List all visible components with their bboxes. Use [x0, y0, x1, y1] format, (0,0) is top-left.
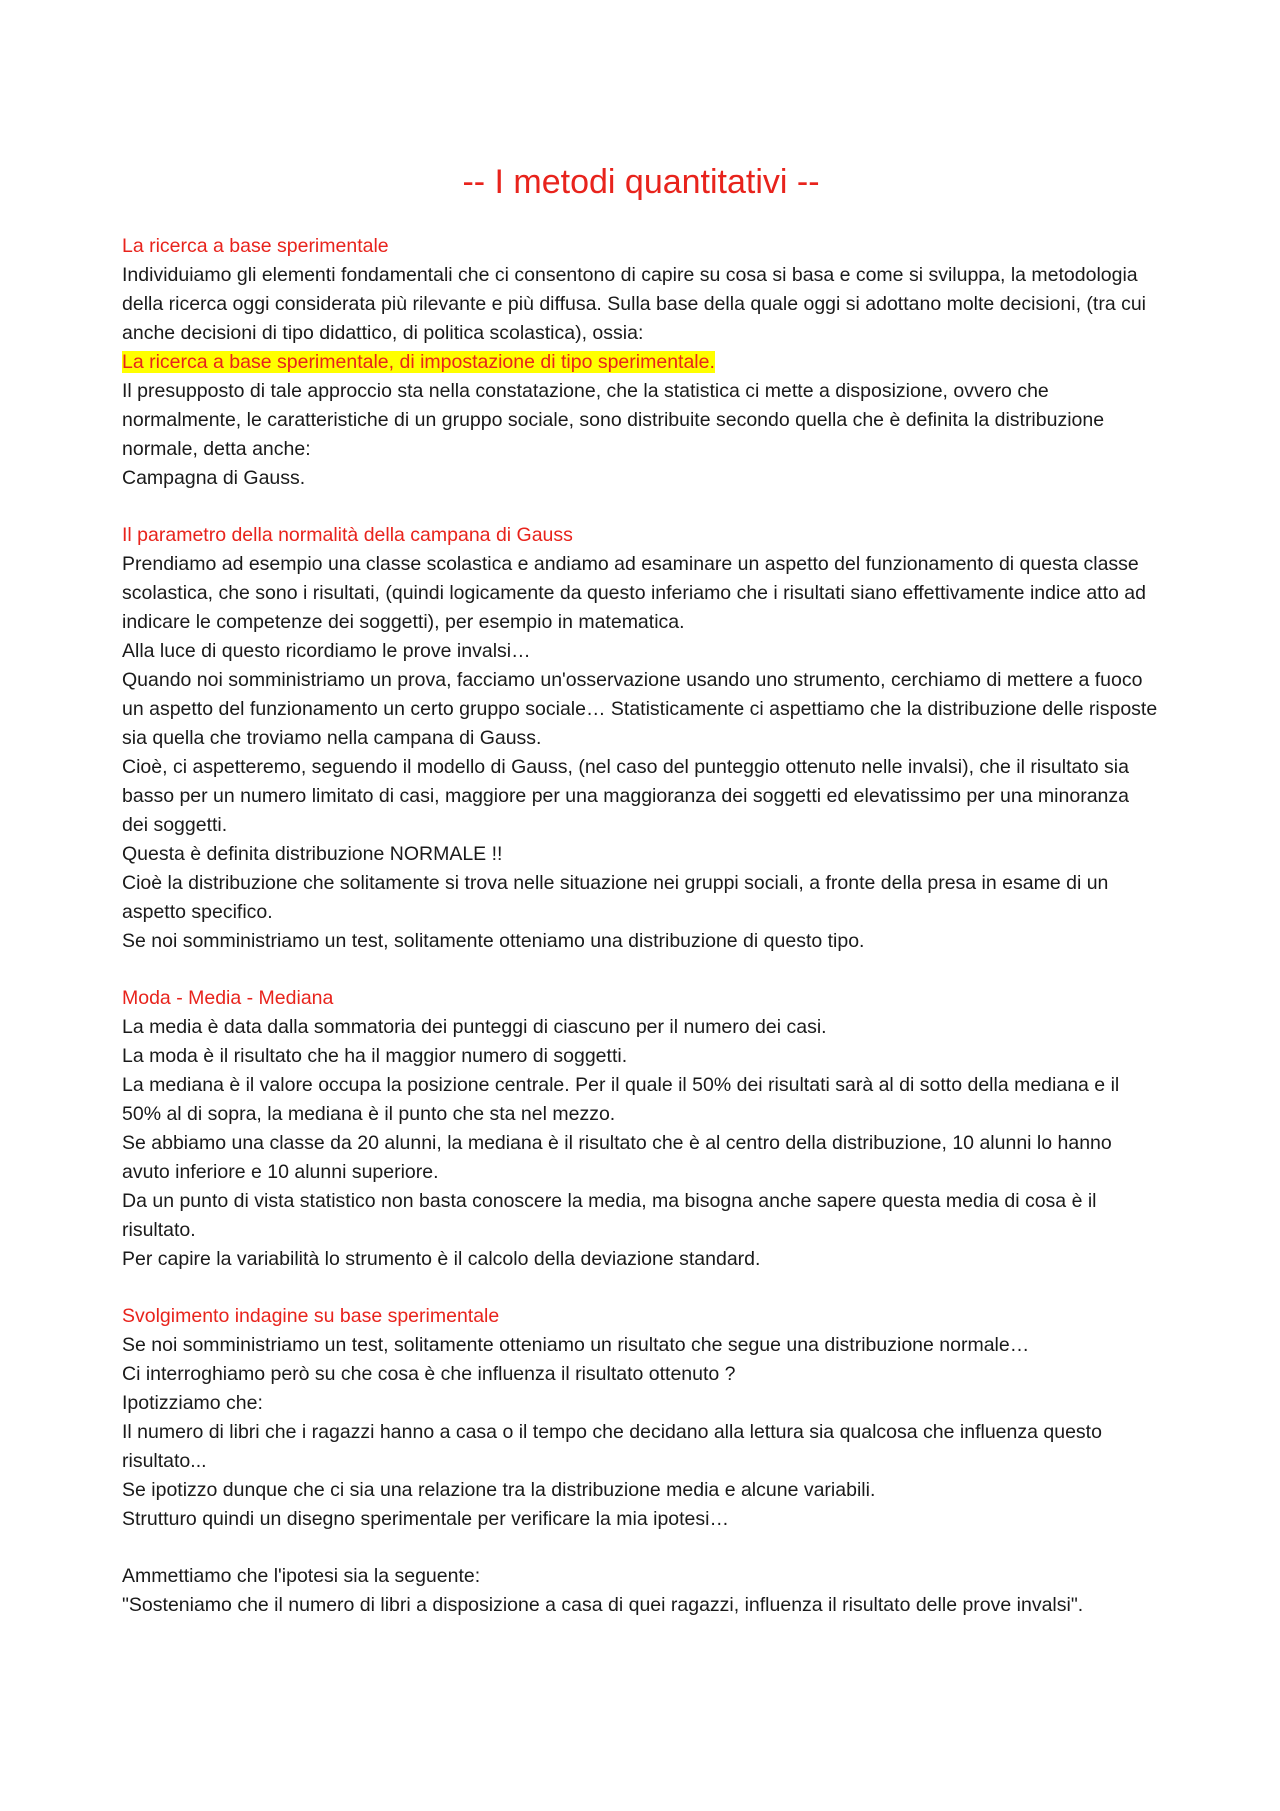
paragraph: Ammettiamo che l'ipotesi sia la seguente: — [122, 1565, 481, 1587]
section-heading: La ricerca a base sperimentale — [122, 235, 389, 257]
paragraph: Se noi somministriamo un test, solitamente otteniamo una distribuzione di questo tipo. — [122, 930, 865, 952]
section-heading: Il parametro della normalità della campana di Gauss — [122, 524, 573, 546]
page-title: -- I metodi quantitativi -- — [462, 163, 820, 201]
paragraph: Questa è definita distribuzione NORMALE !! — [122, 843, 503, 865]
paragraph: La moda è il risultato che ha il maggior numero di soggetti. — [122, 1045, 628, 1067]
paragraph: Prendiamo ad esempio una classe scolastica e andiamo ad esaminare un aspetto del funzionamento di questa classe scolastica, che sono i risultati, (quindi logicamente da questo inferiamo che i risultati siano effettivamente indice atto ad indicare le competenze dei soggetti), per esempio in matematica. — [122, 553, 1146, 633]
paragraph: Se abbiamo una classe da 20 alunni, la mediana è il risultato che è al centro della distribuzione, 10 alunni lo hanno avuto inferiore e 10 alunni superiore. — [122, 1132, 1112, 1183]
paragraph: Ipotizziamo che: — [122, 1392, 263, 1414]
paragraph: La media è data dalla sommatoria dei punteggi di ciascuno per il numero dei casi. — [122, 1016, 827, 1038]
section-ricerca-sperimentale — [122, 232, 1160, 493]
paragraph: Se ipotizzo dunque che ci sia una relazione tra la distribuzione media e alcune variabili. — [122, 1479, 876, 1501]
paragraph: Se noi somministriamo un test, solitamente otteniamo un risultato che segue una distribuzione normale… — [122, 1334, 1030, 1356]
highlighted-text: La ricerca a base sperimentale, di impostazione di tipo sperimentale. — [122, 351, 715, 373]
paragraph: Cioè la distribuzione che solitamente si trova nelle situazione nei gruppi sociali, a fronte della presa in esame di un aspetto specifico. — [122, 872, 1109, 923]
paragraph: Quando noi somministriamo un prova, facciamo un'osservazione usando uno strumento, cerchiamo di mettere a fuoco un aspetto del funzionamento un certo gruppo sociale… Statisticamente ci aspettiamo che la distribuzione delle risposte sia quella che troviamo nella campana di Gauss. — [122, 669, 1158, 749]
paragraph: La mediana è il valore occupa la posizione centrale. Per il quale il 50% dei risultati sarà al di sotto della mediana e il 50% al di sopra, la mediana è il punto che sta nel mezzo. — [122, 1074, 1120, 1125]
quoted-hypothesis: "Sosteniamo che il numero di libri a disposizione a casa di quei ragazzi, influenza il risultato delle prove invalsi". — [122, 1594, 1084, 1616]
section-svolgimento-indagine — [122, 1302, 1160, 1534]
paragraph: Cioè, ci aspetteremo, seguendo il modello di Gauss, (nel caso del punteggio ottenuto nelle invalsi), che il risultato sia basso per un numero limitato di casi, maggiore per una maggioranza dei soggetti ed elevatissimo per una minoranza dei soggetti. — [122, 756, 1129, 836]
section-moda-media-mediana — [122, 984, 1160, 1274]
highlighted-paragraph — [122, 348, 1160, 377]
paragraph: Per capire la variabilità lo strumento è il calcolo della deviazione standard. — [122, 1248, 761, 1270]
paragraph: Strutturo quindi un disegno sperimentale per verificare la mia ipotesi… — [122, 1508, 729, 1530]
section-heading: Svolgimento indagine su base sperimentale — [122, 1305, 500, 1327]
paragraph: Individuiamo gli elementi fondamentali che ci consentono di capire su cosa si basa e come si sviluppa, la metodologia della ricerca oggi considerata più rilevante e più diffusa. Sulla base della quale oggi si adottano molte decisioni, (tra cui anche decisioni di tipo didattico, di politica scolastica), ossia: — [122, 264, 1147, 344]
paragraph: Alla luce di questo ricordiamo le prove invalsi… — [122, 640, 531, 662]
section-ipotesi — [122, 1562, 1160, 1620]
paragraph: Il numero di libri che i ragazzi hanno a casa o il tempo che decidano alla lettura sia qualcosa che influenza questo risultato... — [122, 1421, 1102, 1472]
paragraph: Il presupposto di tale approccio sta nella constatazione, che la statistica ci mette a disposizione, ovvero che normalmente, le caratteristiche di un gruppo sociale, sono distribuite secondo quella che è definita la distribuzione normale, detta anche: — [122, 380, 1105, 460]
section-campana-gauss — [122, 521, 1160, 956]
paragraph: Da un punto di vista statistico non basta conoscere la media, ma bisogna anche sapere questa media di cosa è il risultato. — [122, 1190, 1097, 1241]
paragraph: Ci interroghiamo però su che cosa è che influenza il risultato ottenuto ? — [122, 1363, 736, 1385]
section-heading: Moda - Media - Mediana — [122, 987, 334, 1009]
paragraph: Campagna di Gauss. — [122, 467, 306, 489]
